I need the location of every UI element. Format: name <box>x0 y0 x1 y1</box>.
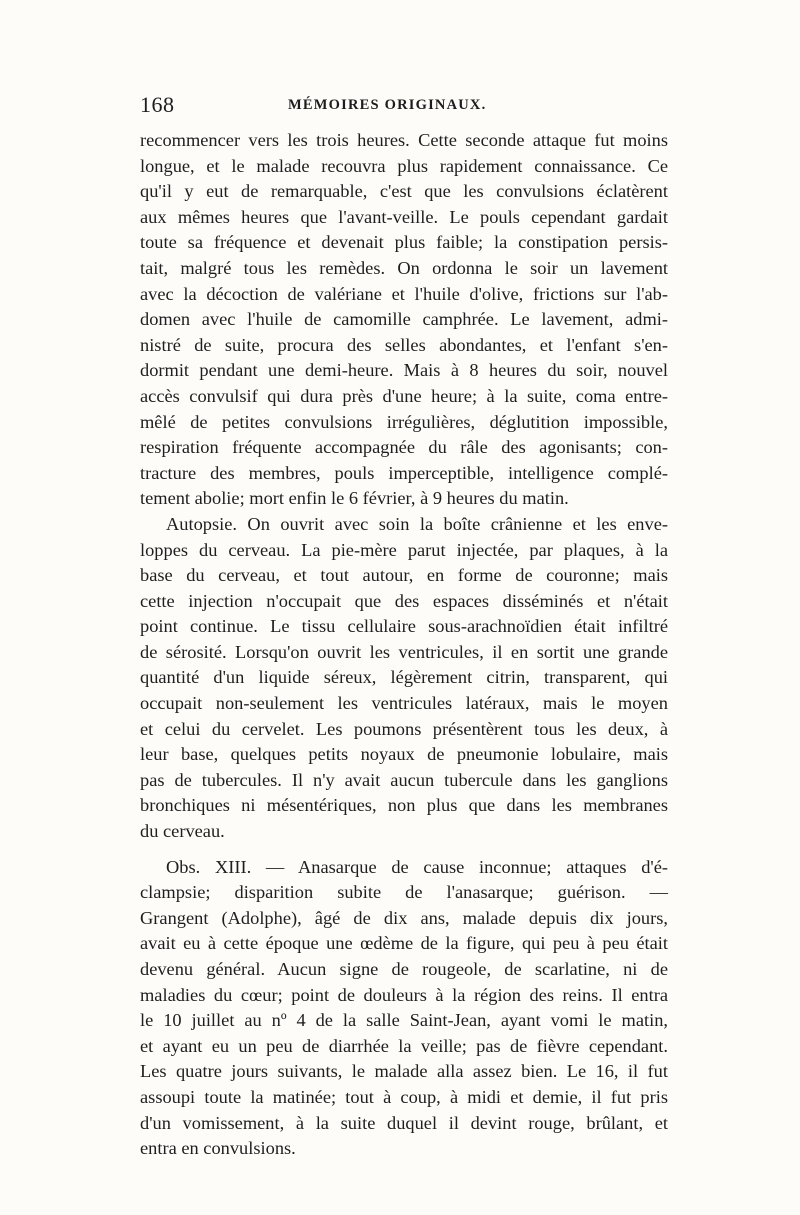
text-line: clampsie; disparition subite de l'anasarque; guérison. — <box>140 882 668 903</box>
text-line: accès convulsif qui dura près d'une heure; à la suite, coma entre- <box>140 385 668 406</box>
text-line: avait eu à cette époque une œdème de la figure, qui peu à peu était <box>140 933 668 954</box>
text-line: recommencer vers les trois heures. Cette seconde attaque fut moins <box>140 130 668 150</box>
text-line: assoupi toute la matinée; tout à coup, à midi et demie, il fut pris <box>140 1086 668 1107</box>
text-line: cette injection n'occupait que des espaces disséminés et n'était <box>140 590 668 611</box>
text-line: Obs. XIII. — Anasarque de cause inconnue; attaques d'é- <box>166 856 668 877</box>
text-line: quantité d'un liquide séreux, légèrement citrin, transparent, qui <box>140 667 668 688</box>
text-line: pas de tubercules. Il n'y avait aucun tubercule dans les ganglions <box>140 769 668 790</box>
text-line: loppes du cerveau. La pie-mère parut injectée, par plaques, à la <box>140 539 668 560</box>
paragraph-observation-xiii <box>140 855 668 1162</box>
text-line: entra en convulsions. <box>140 1138 296 1159</box>
text-line: point continue. Le tissu cellulaire sous-arachnoïdien était infiltré <box>140 616 668 637</box>
text-line: dormit pendant une demi-heure. Mais à 8 heures du soir, nouvel <box>140 360 668 381</box>
text-line: avec la décoction de valériane et l'huile d'olive, frictions sur l'ab- <box>140 283 668 304</box>
page-header <box>140 92 668 122</box>
text-line: nistré de suite, procura des selles abondantes, et l'enfant s'en- <box>140 334 668 355</box>
text-line: tement abolie; mort enfin le 6 février, à 9 heures du matin. <box>140 488 569 509</box>
text-line: domen avec l'huile de camomille camphrée. Le lavement, admi- <box>140 309 668 330</box>
paragraph-case-continuation <box>140 128 668 512</box>
text-line: mêlé de petites convulsions irrégulières, déglutition impossible, <box>140 411 668 432</box>
text-line: d'un vomissement, à la suite duquel il devint rouge, brûlant, et <box>140 1112 668 1133</box>
text-line: bronchiques ni mésentériques, non plus que dans les membranes <box>140 795 668 816</box>
text-line: respiration fréquente accompagnée du râle des agonisants; con- <box>140 437 668 458</box>
text-line: base du cerveau, et tout autour, en forme de couronne; mais <box>140 565 668 586</box>
text-line: le 10 juillet au nº 4 de la salle Saint-Jean, ayant vomi le matin, <box>140 1010 668 1031</box>
body-text <box>140 128 668 1162</box>
text-line: toute sa fréquence et devenait plus faible; la constipation persis- <box>140 232 668 253</box>
text-line: aux mêmes heures que l'avant-veille. Le pouls cependant gardait <box>140 206 668 227</box>
text-line: et ayant eu un peu de diarrhée la veille; pas de fièvre cependant. <box>140 1035 668 1056</box>
text-line: du cerveau. <box>140 821 225 842</box>
text-line: devenu général. Aucun signe de rougeole, de scarlatine, ni de <box>140 959 668 979</box>
paragraph-autopsy <box>140 512 668 845</box>
text-line: de sérosité. Lorsqu'on ouvrit les ventricules, il en sortit une grande <box>140 641 668 662</box>
text-line: tracture des membres, pouls imperceptible, intelligence complé- <box>140 462 668 483</box>
text-line: occupait non-seulement les ventricules latéraux, mais le moyen <box>140 693 668 714</box>
text-line: Autopsie. On ouvrit avec soin la boîte crânienne et les enve- <box>166 513 668 534</box>
text-line: leur base, quelques petits noyaux de pneumonie lobulaire, mais <box>140 744 668 765</box>
text-line: et celui du cervelet. Les poumons présentèrent tous les deux, à <box>140 718 668 739</box>
text-line: maladies du cœur; point de douleurs à la région des reins. Il entra <box>140 984 668 1005</box>
text-line: longue, et le malade recouvra plus rapidement connaissance. Ce <box>140 155 668 176</box>
running-title: MÉMOIRES ORIGINAUX. <box>288 97 487 113</box>
text-line: Les quatre jours suivants, le malade alla assez bien. Le 16, il fut <box>140 1061 668 1082</box>
text-line: Grangent (Adolphe), âgé de dix ans, malade depuis dix jours, <box>140 907 668 928</box>
paragraph-spacer <box>140 845 668 855</box>
text-line: qu'il y eut de remarquable, c'est que les convulsions éclatèrent <box>140 181 668 202</box>
page-number: 168 <box>140 92 175 117</box>
text-line: tait, malgré tous les remèdes. On ordonna le soir un lavement <box>140 257 668 278</box>
